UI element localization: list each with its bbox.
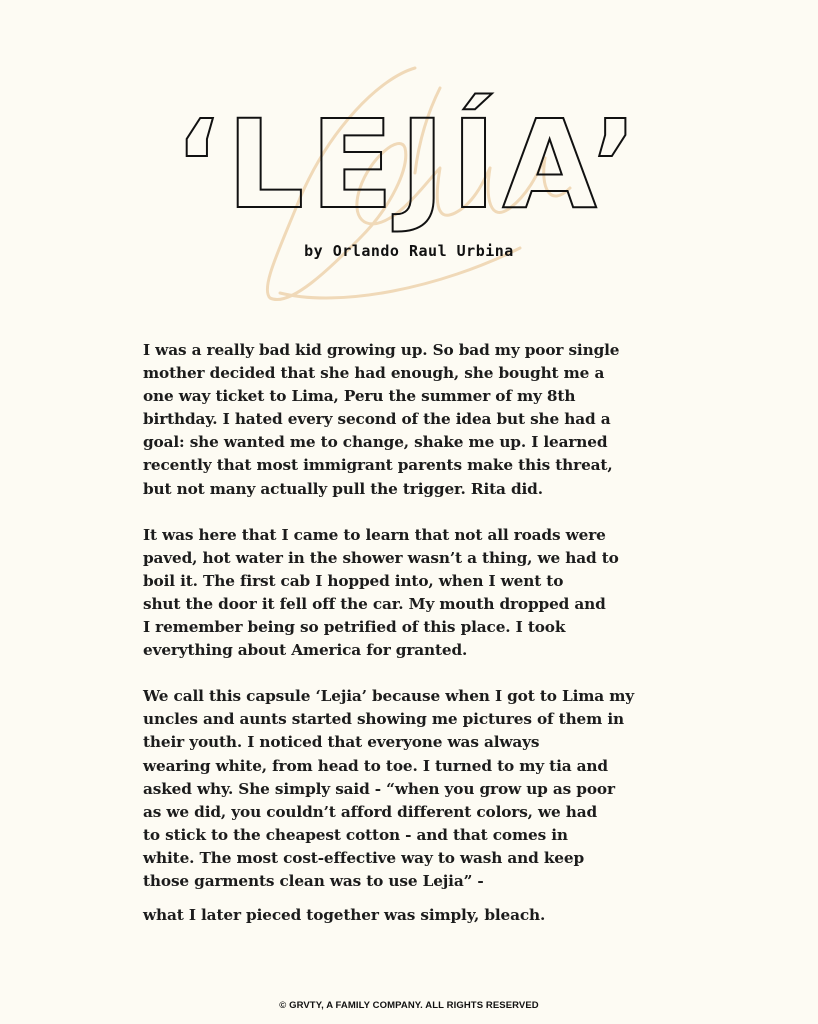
paragraph-2: It was here that I came to learn that not all roads were paved, hot water in the shower wasn’t a thing, we had to boil it. The first cab I hopped into, when I went to shut the door it fell off the car. My mouth dropped and I remember being so petrified of this place. I took everything about America for granted. (143, 525, 619, 660)
paragraph-3: We call this capsule ‘Lejia’ because when I got to Lima my uncles and aunts started showing me pictures of them in their youth. I noticed that everyone was always wearing white, from head to toe. I turned to my tia and asked why. She simply said - “when you grow up as poor as we did, you couldn’t afford different colors, we had to stick to the cheapest cotton - and that comes in white. The most cost-effective way to wash and keep those garments clean was to use Lejia” - (143, 687, 634, 890)
page-title: ‘LEJÍA’ (174, 94, 644, 236)
paragraph-4: what I later pieced together was simply, bleach. (143, 906, 546, 925)
author-byline: by Orlando Raul Urbina (304, 242, 514, 260)
story-body (143, 339, 683, 950)
paragraph-1: I was a really bad kid growing up. So bad my poor single mother decided that she had enough, she bought me a one way ticket to Lima, Peru the summer of my 8th birthday. I hated every second of the idea but she had a goal: she wanted me to change, shake me up. I learned recently that most immigrant parents make this threat, but not many actually pull the trigger. Rita did. (143, 341, 620, 498)
copyright-footer: © GRVTY, A FAMILY COMPANY. ALL RIGHTS RESERVED (279, 1000, 539, 1011)
